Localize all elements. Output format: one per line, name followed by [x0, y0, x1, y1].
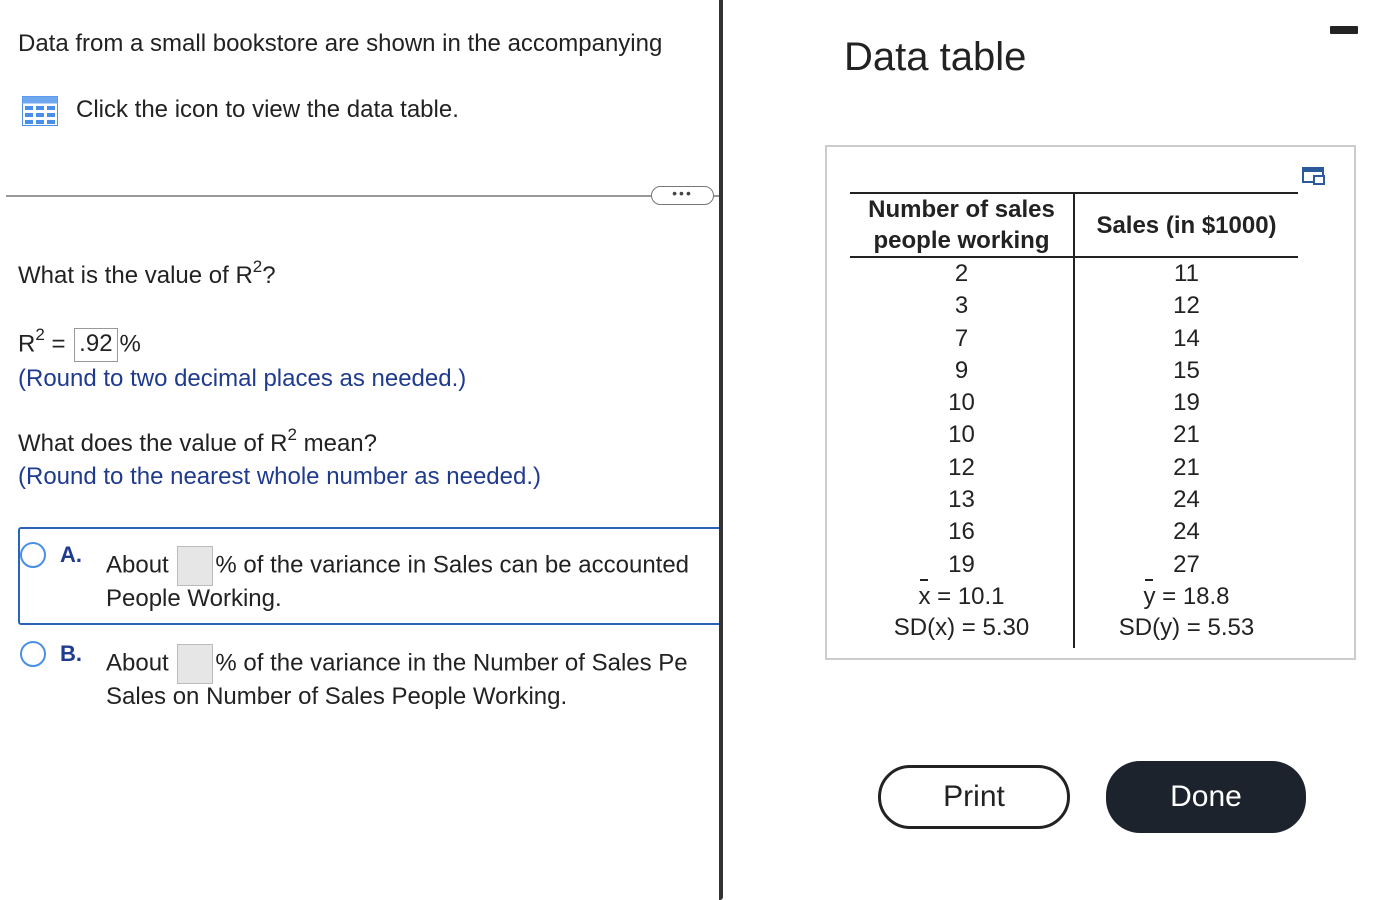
header-sales-text: Sales (in $1000) — [1096, 211, 1277, 239]
q1-tail: ? — [262, 262, 276, 289]
view-data-table-text: Click the icon to view the data table. — [76, 96, 459, 123]
question-r2-value — [18, 257, 276, 290]
option-b-text: % of the variance in the Number of Sales Pe — [215, 649, 688, 677]
q1-text: What is the value of R — [18, 262, 253, 289]
salespeople-cell: 19 — [948, 550, 975, 578]
column-header-sales — [1075, 192, 1298, 258]
round-instruction-2: (Round to the nearest whole number as needed.) — [18, 463, 541, 490]
sales-cell: 15 — [1173, 356, 1200, 384]
q1-superscript: 2 — [252, 257, 263, 276]
mean-x-value: = 10.1 — [930, 582, 1005, 610]
salespeople-cell: 9 — [954, 356, 969, 384]
dialog-title: Data table — [844, 35, 1027, 79]
round-instruction-1: (Round to two decimal places as needed.) — [18, 365, 467, 392]
salespeople-values — [850, 258, 1073, 581]
salespeople-cell: 7 — [954, 324, 969, 352]
sales-cell: 14 — [1173, 324, 1200, 352]
expand-ellipsis-button[interactable]: ••• — [651, 186, 714, 205]
option-b-letter: B. — [60, 641, 82, 666]
print-button[interactable]: Print — [878, 765, 1070, 829]
option-a-line1 — [106, 546, 689, 586]
q2-tail: mean? — [296, 430, 378, 457]
sales-cell: 27 — [1173, 550, 1200, 578]
r2-answer-line — [18, 325, 141, 362]
r2-unit: % — [119, 330, 141, 358]
sales-cell: 19 — [1173, 389, 1200, 417]
option-b-about: About — [106, 649, 176, 677]
mean-x — [850, 581, 1073, 612]
section-divider — [6, 195, 720, 197]
salespeople-cell: 2 — [954, 260, 969, 287]
mean-y — [1075, 581, 1298, 612]
sales-cell: 24 — [1173, 486, 1200, 514]
sales-cell: 21 — [1173, 421, 1200, 449]
option-b-line1 — [106, 644, 688, 684]
option-b-line2: Sales on Number of Sales People Working. — [106, 683, 568, 710]
header-line-1: Number of sales — [868, 196, 1055, 223]
salespeople-cell: 12 — [948, 453, 975, 481]
data-table-icon[interactable] — [22, 96, 58, 126]
option-a-text: % of the variance in Sales can be accounted — [215, 551, 690, 579]
r2-equals: = — [44, 330, 73, 358]
mean-y-value: = 18.8 — [1155, 582, 1230, 610]
option-b-radio[interactable] — [20, 641, 46, 667]
sales-cell: 11 — [1174, 260, 1199, 287]
salespeople-cell: 3 — [954, 292, 969, 320]
option-a-input[interactable] — [177, 546, 213, 586]
sd-y: SD(y) = 5.53 — [1118, 613, 1255, 641]
option-a-about: About — [106, 551, 176, 579]
panel-divider — [719, 0, 723, 900]
salespeople-cell: 16 — [948, 518, 975, 546]
mean-x-symbol: x — [918, 582, 931, 610]
sales-cell: 24 — [1173, 518, 1200, 546]
salespeople-cell: 10 — [948, 421, 975, 449]
table-column-sales — [1073, 192, 1298, 648]
column-header-salespeople — [850, 192, 1073, 258]
sd-x: SD(x) = 5.30 — [893, 613, 1030, 641]
r2-answer-input[interactable]: .92 — [74, 328, 117, 362]
table-column-salespeople — [850, 192, 1073, 643]
option-a-line2: People Working. — [106, 585, 282, 612]
option-a-letter: A. — [60, 542, 82, 567]
header-line-2: people working — [873, 227, 1050, 254]
question-intro: Data from a small bookstore are shown in the accompanying — [18, 30, 663, 57]
minimize-icon[interactable] — [1330, 26, 1358, 34]
salespeople-cell: 10 — [948, 389, 975, 417]
mean-y-symbol: y — [1143, 582, 1156, 610]
r2-superscript: 2 — [35, 325, 45, 345]
sales-cell: 12 — [1173, 292, 1200, 320]
option-a-radio[interactable] — [20, 542, 46, 568]
option-b-input[interactable] — [177, 644, 213, 684]
q2-superscript: 2 — [287, 425, 297, 444]
r2-label: R — [18, 330, 36, 358]
sales-cell: 21 — [1173, 453, 1200, 481]
sales-values — [1075, 258, 1298, 581]
done-button[interactable]: Done — [1106, 761, 1306, 833]
question-r2-meaning — [18, 425, 378, 458]
salespeople-cell: 13 — [948, 486, 975, 514]
q2-text: What does the value of R — [18, 430, 288, 457]
popout-icon[interactable] — [1302, 164, 1326, 186]
